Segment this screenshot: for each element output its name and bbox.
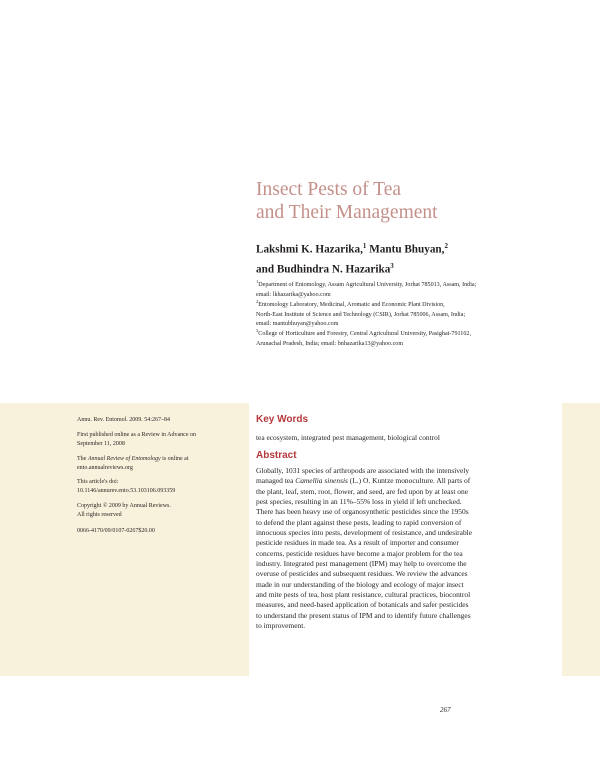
abstract-line-5: There has been heavy use of organosynthetic pesticides since the 1950s (256, 507, 469, 517)
abstract-line-1: Globally, 1031 species of arthropods are associated with the intensively (256, 466, 470, 475)
affiliation-2-line-2: North-East Institute of Science and Technology (CSIR), Jorhat 785006, Assam, India; (256, 311, 466, 318)
author-1: Lakshmi K. Hazarika, (256, 243, 363, 256)
author-3: and Budhindra N. Hazarika (256, 263, 391, 276)
article-title (256, 178, 556, 224)
doi-label: This article's doi: (77, 479, 119, 485)
page-number: 267 (440, 706, 451, 714)
species-name: Camellia sinensis (295, 476, 348, 486)
abstract-line-13: and mite pests of tea, host plant resistance, cultural practices, biocontrol (256, 590, 471, 600)
rights-line: All rights reserved (77, 511, 122, 518)
title-line-2: and Their Management (256, 202, 438, 223)
author-2-sup: 2 (444, 242, 448, 250)
author-3-sup: 3 (390, 261, 394, 270)
online-note (77, 455, 243, 472)
affiliation-3-line-1: College of Horticulture and Forestry, Central Agricultural University, Pasighat-791102, (258, 331, 471, 338)
doi-note (77, 478, 243, 495)
abstract-line-2 (256, 476, 556, 486)
abstract-line-14: measures, and need-based application of botanicals and safer pesticides (256, 600, 469, 610)
affiliation-1-line-2: email: lkhazarika@yahoo.com (256, 291, 331, 298)
abstract-line-16: to improvement. (256, 621, 306, 631)
abstract-line-3: the plant, leaf, stem, root, flower, and seed, are fed upon by at least one (256, 486, 469, 496)
abstract-body (256, 466, 556, 632)
issn-line: 0066-4170/09/0107-0267$20.00 (77, 528, 155, 534)
author-1-sup: 1 (362, 242, 367, 250)
author-2: Mantu Bhuyan, (366, 243, 445, 256)
affiliation-2-line-3: email: mantubhuyan@yahoo.com (256, 321, 339, 328)
journal-url[interactable]: ento.annualreviews.org (77, 464, 133, 471)
copyright-line: Copyright © 2009 by Annual Reviews. (77, 503, 171, 509)
affiliation-3-sup: 3 (256, 328, 259, 333)
abstract-line-7: innocuous species into pests, development of resistance, and undesirable (256, 528, 473, 538)
author-line-1 (256, 238, 566, 258)
doi-value[interactable]: 10.1146/annurev.ento.53.103106.093359 (77, 487, 176, 494)
first-published-line-1: First published online as a Review in Advance on (77, 432, 196, 438)
abstract-line-12: made in our understanding of the biology and ecology of major insect (256, 579, 464, 589)
affiliation-3-line-2: Arunachal Pradesh, India; email: bnhazarika13@yahoo.com (256, 340, 404, 347)
abstract-line-9: concerns, pesticide residues have become a major problem for the tea (256, 548, 463, 558)
title-line-1: Insect Pests of Tea (256, 179, 402, 200)
citation-line: Annu. Rev. Entomol. 2009. 54:267–84 (77, 417, 170, 423)
first-published-line-2: September 11, 2008 (77, 440, 125, 447)
author-list (256, 238, 566, 277)
abstract-line-2-post: (L.) O. Kuntze monoculture. All parts of (347, 476, 471, 486)
abstract-line-8: pesticide residues in made tea. As a result of importer and consumer (256, 538, 459, 548)
author-line-2 (256, 258, 566, 278)
abstract-line-15: to understand the present status of IPM and to identify future challenges (256, 610, 471, 620)
affiliation-1-line-1: Department of Entomology, Assam Agricultural University, Jorhat 785013, Assam, India; (258, 282, 477, 289)
affiliation-3 (256, 326, 556, 349)
abstract-line-2-pre: managed tea (256, 476, 296, 486)
first-published-note (77, 431, 243, 448)
affiliation-2-line-1: Entomology Laboratory, Medicinal, Aromatic and Economic Plant Division, (258, 302, 445, 309)
journal-name: Annual Review of Entomology (87, 456, 161, 462)
affiliation-2-sup: 2 (256, 299, 259, 304)
abstract-line-10: industry. Integrated pest management (IPM) may help to overcome the (256, 559, 467, 569)
affiliation-2 (256, 297, 556, 330)
abstract-heading: Abstract (256, 450, 297, 461)
keywords-heading: Key Words (256, 414, 309, 425)
online-note-pre: The (77, 456, 88, 462)
affiliation-1-sup: 1 (256, 279, 259, 284)
abstract-line-11: overuse of pesticides and subsequent residues. We review the advances (256, 569, 468, 579)
abstract-line-6: to defend the plant against these pests, leading to rapid conversion of (256, 517, 462, 527)
copyright-note (77, 502, 243, 519)
abstract-line-4: pest species, resulting in an 11%–55% loss in yield if left unchecked. (256, 497, 462, 507)
online-note-post: is online at (160, 456, 189, 462)
keywords-text: tea ecosystem, integrated pest management, biological control (256, 433, 440, 442)
